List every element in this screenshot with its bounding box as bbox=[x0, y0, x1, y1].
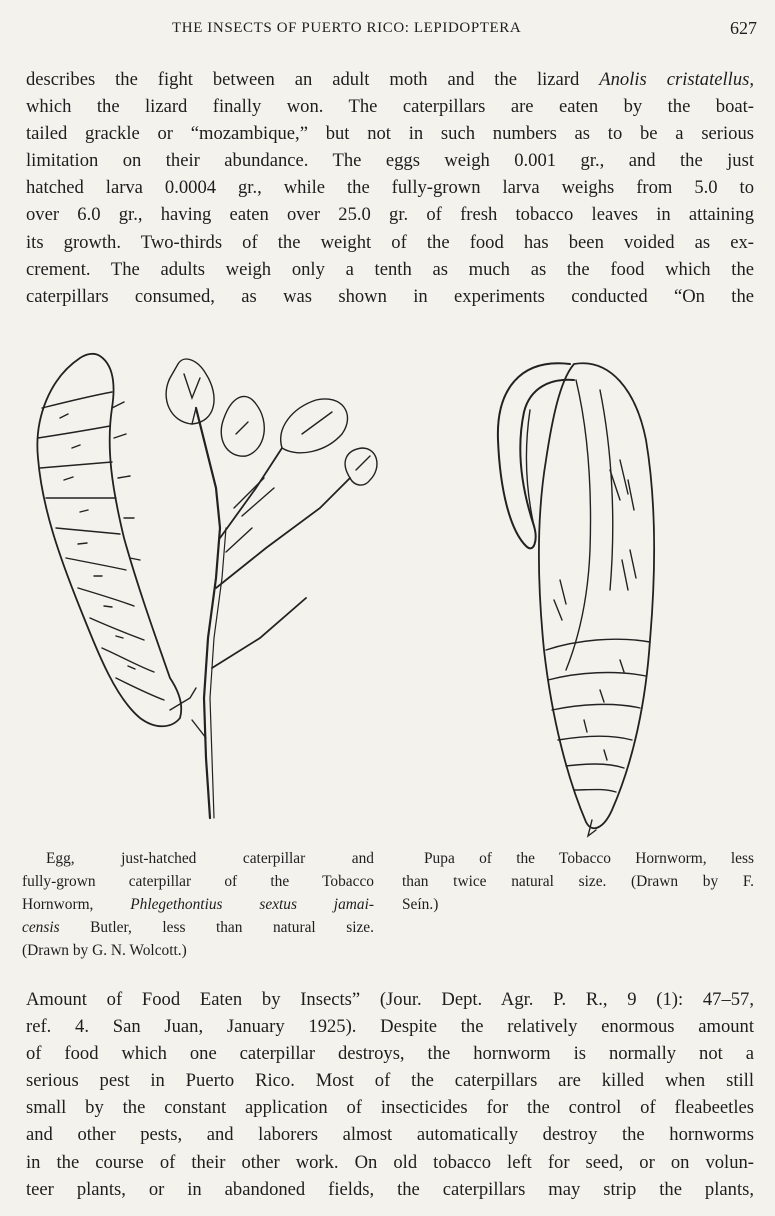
paragraph-line: crement. The adults weigh only a tenth as much as the food which the bbox=[26, 258, 754, 280]
paragraph-line: serious pest in Puerto Rico. Most of the caterpillars are killed when still bbox=[26, 1070, 754, 1092]
paragraph-line: limitation on their abundance. The eggs weigh 0.001 gr., and the just bbox=[26, 150, 754, 172]
running-title: THE INSECTS OF PUERTO RICO: LEPIDOPTERA bbox=[172, 20, 522, 36]
figure-caption-left bbox=[22, 847, 374, 962]
caption-line: Egg, just-hatched caterpillar and bbox=[46, 850, 374, 867]
paragraph-line: tailed grackle or “mozambique,” but not in such numbers as to be a serious bbox=[26, 123, 754, 145]
caption-line: (Drawn by G. N. Wolcott.) bbox=[22, 942, 187, 959]
figure-caption-right bbox=[402, 847, 754, 916]
paragraph-line: over 6.0 gr., having eaten over 25.0 gr. of fresh tobacco leaves in attaining bbox=[26, 204, 754, 226]
caption-line: fully-grown caterpillar of the Tobacco bbox=[22, 873, 374, 890]
paragraph-line: hatched larva 0.0004 gr., while the fully-grown larva weighs from 5.0 to bbox=[26, 177, 754, 199]
caption-line: Pupa of the Tobacco Hornworm, less bbox=[424, 850, 754, 867]
figure-caterpillar-illustration bbox=[20, 338, 400, 838]
paragraph-line: its growth. Two-thirds of the weight of the food has been voided as ex- bbox=[26, 231, 754, 253]
caption-line: than twice natural size. (Drawn by F. bbox=[402, 873, 754, 890]
pupa-drawing bbox=[480, 350, 680, 840]
page-number: 627 bbox=[730, 18, 757, 38]
figure-pupa-illustration bbox=[480, 350, 680, 840]
paragraph-line: and other pests, and laborers almost automatically destroy the hornworms bbox=[26, 1124, 754, 1146]
paragraph-line: describes the fight between an adult moth and the lizard Anolis cristatellus, bbox=[26, 69, 754, 90]
paragraph-line: ref. 4. San Juan, January 1925). Despite the relatively enormous amount bbox=[26, 1016, 754, 1038]
caterpillar-drawing bbox=[20, 338, 400, 838]
paragraph-line: of food which one caterpillar destroys, the hornworm is normally not a bbox=[26, 1043, 754, 1065]
paragraph-line: in the course of their other work. On old tobacco left for seed, or on volun- bbox=[26, 1151, 754, 1173]
paragraph-top bbox=[26, 66, 754, 310]
italic-species: Anolis cristatellus, bbox=[599, 69, 754, 90]
caption-line: Hornworm, Phlegethontius sextus jamai- bbox=[22, 896, 374, 913]
paragraph-line: which the lizard finally won. The caterpillars are eaten by the boat- bbox=[26, 96, 754, 118]
paragraph-line: caterpillars consumed, as was shown in experiments conducted “On the bbox=[26, 285, 754, 307]
paragraph-line: teer plants, or in abandoned fields, the caterpillars may strip the plants, bbox=[26, 1178, 754, 1200]
paragraph-line: Amount of Food Eaten by Insects” (Jour. Dept. Agr. P. R., 9 (1): 47–57, bbox=[26, 989, 754, 1010]
caption-line: censis Butler, less than natural size. bbox=[22, 919, 374, 936]
paragraph-line: small by the constant application of insecticides for the control of fleabeetles bbox=[26, 1097, 754, 1119]
caption-line: Seín.) bbox=[402, 896, 439, 913]
running-head bbox=[0, 18, 775, 42]
paragraph-bottom bbox=[26, 986, 754, 1203]
caption-species-italic: Phlegethontius sextus jamai- bbox=[130, 896, 374, 913]
